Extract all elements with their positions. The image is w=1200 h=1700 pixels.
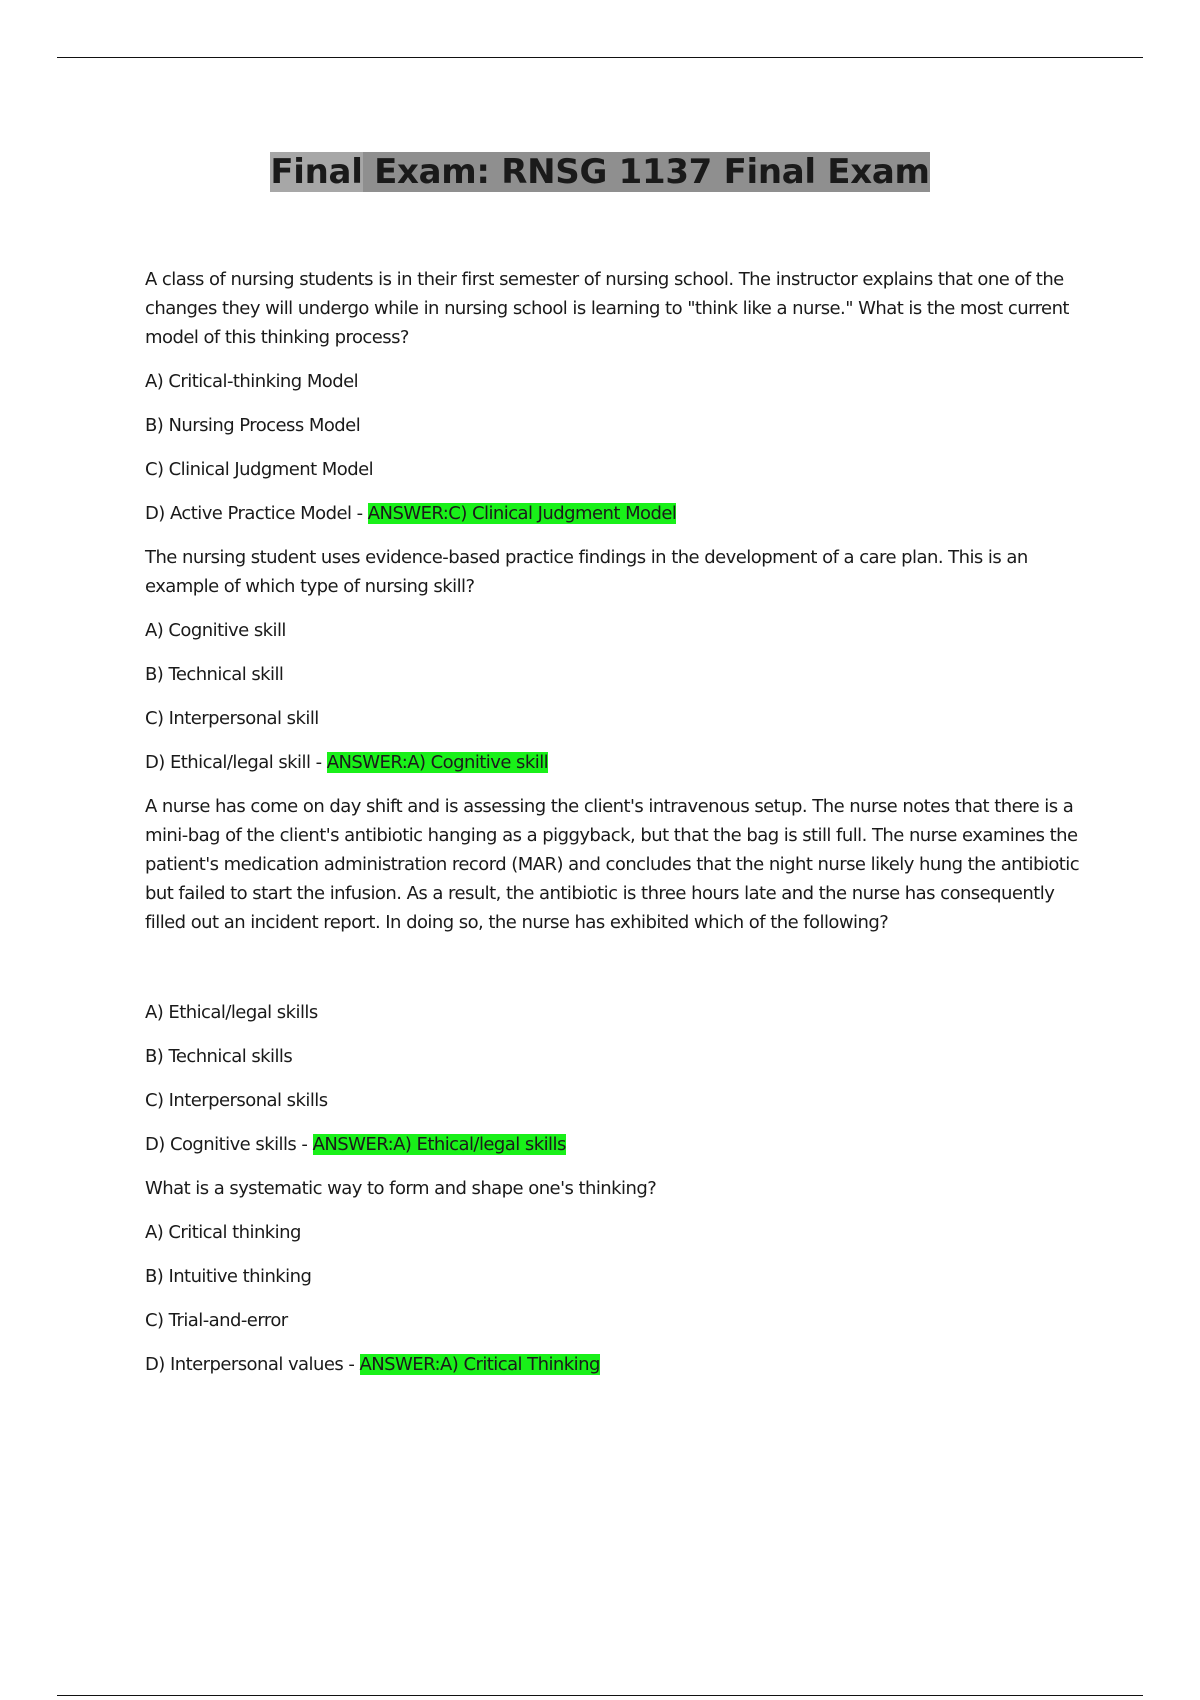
question-3-option-d-line [145,1130,1085,1159]
title-part-1: Final [270,152,363,192]
question-2-answer: ANSWER:A) Cognitive skill [326,752,549,773]
question-4-option-b: B) Intuitive thinking [145,1266,312,1287]
question-2-option-d-line [145,748,1085,777]
question-1-stem: A class of nursing students is in their first semester of nursing school. The instructor explains that one of the changes they will undergo while in nursing school is learning to "think like a nurse." What is the most current model of this thinking process? [145,269,1069,348]
question-4-option-a: A) Critical thinking [145,1222,301,1243]
question-1-option-b: B) Nursing Process Model [145,415,361,436]
question-1-option-d-line [145,499,1085,528]
question-4-option-d-line [145,1350,1085,1379]
footer-rule [57,1695,1143,1696]
question-2-stem: The nursing student uses evidence-based practice findings in the development of a care plan. This is an example of which type of nursing skill? [145,547,1028,597]
question-3-answer: ANSWER:A) Ethical/legal skills [312,1134,566,1155]
title-part-2: Exam: RNSG 1137 Final Exam [362,152,930,192]
document-body [145,265,1085,1394]
question-3-option-c: C) Interpersonal skills [145,1090,328,1111]
question-2-option-c: C) Interpersonal skill [145,708,319,729]
question-3-option-a: A) Ethical/legal skills [145,1002,318,1023]
title-container [0,148,1200,196]
question-2-option-b: B) Technical skill [145,664,284,685]
question-1-option-d: D) Active Practice Model - [145,503,368,524]
question-3-spacer [145,952,1085,998]
question-3-option-b: B) Technical skills [145,1046,293,1067]
question-4-stem: What is a systematic way to form and shape one's thinking? [145,1178,657,1199]
page-title [268,148,931,196]
question-3-option-d: D) Cognitive skills - [145,1134,313,1155]
question-1-answer: ANSWER:C) Clinical Judgment Model [367,503,677,524]
question-4-option-c: C) Trial-and-error [145,1310,288,1331]
question-2-option-d: D) Ethical/legal skill - [145,752,327,773]
question-1-option-a: A) Critical-thinking Model [145,371,359,392]
question-3-stem: A nurse has come on day shift and is assessing the client's intravenous setup. The nurse notes that there is a mini-bag of the client's antibiotic hanging as a piggyback, but that the bag is still full. The nurse examines the patient's medication administration record (MAR) and concludes that the night nurse likely hung the antibiotic but failed to start the infusion. As a result, the antibiotic is three hours late and the nurse has consequently filled out an incident report. In doing so, the nurse has exhibited which of the following? [145,796,1080,933]
header-rule [57,57,1143,58]
question-2-option-a: A) Cognitive skill [145,620,286,641]
question-4-answer: ANSWER:A) Critical Thinking [359,1354,600,1375]
question-4-option-d: D) Interpersonal values - [145,1354,360,1375]
question-1-option-c: C) Clinical Judgment Model [145,459,374,480]
